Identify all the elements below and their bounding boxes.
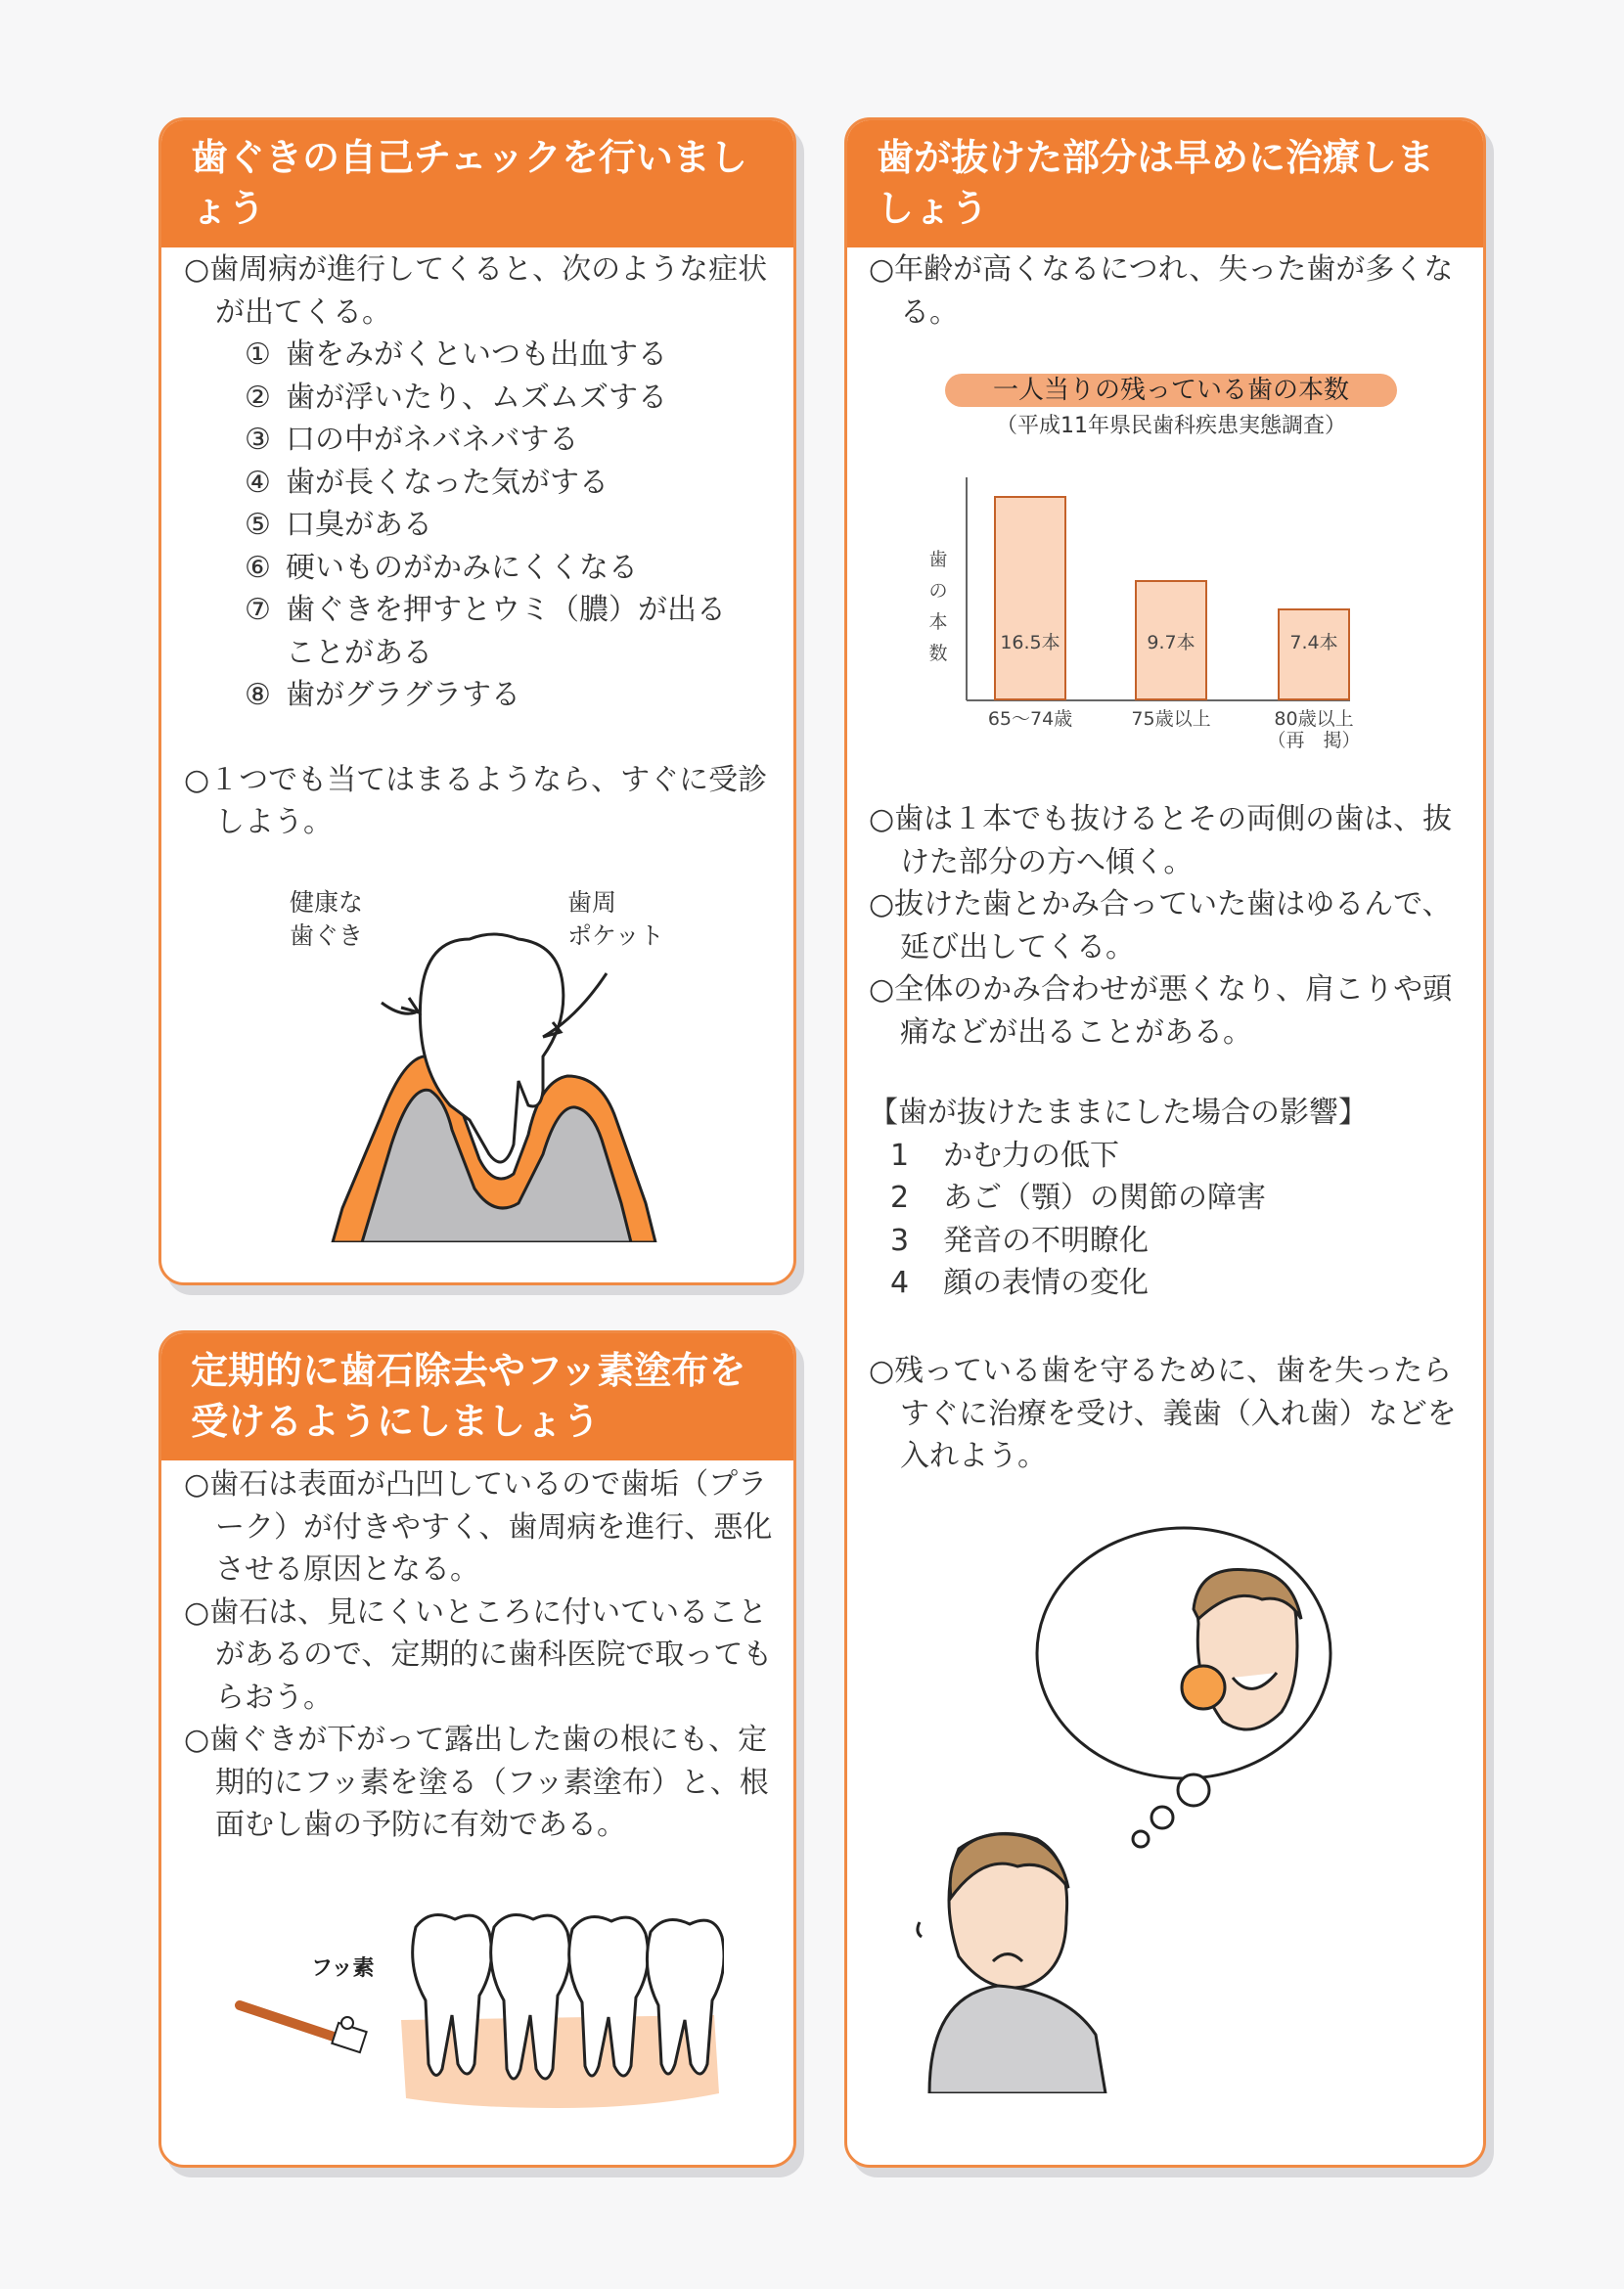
chart-subtitle: （平成11年県民歯科疾患実態調査）: [996, 414, 1346, 438]
symptom-text: 歯が浮いたり、ムズムズする: [286, 380, 667, 415]
symptom-text: 歯ぐきを押すとウミ（膿）が出ることがある: [286, 593, 726, 670]
symptom-number: ②: [245, 380, 271, 415]
periodontal-pocket-label: 歯周 ポケット: [567, 888, 664, 950]
effect-item: [869, 1135, 1467, 1178]
symptom-number: ⑧: [245, 678, 271, 712]
effect-text: 顔の表情の変化: [943, 1266, 1149, 1300]
scaling-bullet: ○歯石は、見にくいところに付いていることがあるので、定期的に歯科医院で取ってもらおう。: [184, 1594, 773, 1715]
chart-value-label: 16.5本: [1000, 632, 1060, 653]
symptom-number: ④: [245, 465, 271, 500]
chart-title: 一人当りの残っている歯の本数: [945, 374, 1397, 407]
gum-self-check-body: [184, 248, 783, 844]
gum-self-check-heading: 歯ぐきの自己チェックを行いましょう: [161, 120, 793, 247]
scaling-bullet: ○歯ぐきが下がって露出した歯の根にも、定期的にフッ素を塗る（フッ素塗布）と、根面むし歯の予防に有効である。: [184, 1723, 769, 1842]
effect-item: [869, 1262, 1467, 1305]
scaling-fluoride-heading: 定期的に歯石除去やフッ素塗布を受けるようにしましょう: [161, 1333, 793, 1460]
effect-item: [869, 1220, 1467, 1263]
fluoride-label: フッ素: [311, 1956, 375, 1981]
effects-title: 【歯が抜けたままにした場合の影響】: [869, 1096, 1368, 1130]
chart-value-label: 9.7本: [1147, 632, 1195, 653]
symptom-text: 歯が長くなった気がする: [286, 465, 609, 500]
elderly-thought-illustration: [900, 1526, 1448, 2093]
effects-list: [869, 1135, 1467, 1305]
chart-value-label: 7.4本: [1289, 632, 1338, 653]
effects-block: [869, 1092, 1467, 1305]
effect-number: 3: [890, 1223, 910, 1258]
effect-item: [869, 1177, 1467, 1220]
symptom-item: [245, 674, 753, 717]
symptom-text: 歯がグラグラする: [286, 678, 520, 712]
effect-number: 1: [890, 1138, 910, 1173]
symptom-intro: ○歯周病が進行してくると、次のような症状が出てくる。: [184, 252, 768, 330]
chart-category-label: 75歳以上: [1131, 708, 1211, 730]
missing-teeth-heading: 歯が抜けた部分は早めに治療しましょう: [847, 120, 1483, 247]
symptom-item: [245, 334, 753, 377]
chart-y-axis-label: 歯 の 本 数: [928, 549, 948, 664]
symptom-number: ①: [245, 337, 271, 372]
teeth-toothbrush-illustration: [235, 1908, 724, 2113]
missing-teeth-bullet: ○歯は１本でも抜けるとその両側の歯は、抜けた部分の方へ傾く。: [869, 802, 1453, 879]
gum-tooth-illustration: [323, 910, 675, 1242]
symptom-number: ③: [245, 423, 271, 457]
symptom-text: 口の中がネバネバする: [286, 423, 579, 457]
missing-teeth-intro: ○年齢が高くなるにつれ、失った歯が多くなる。: [869, 252, 1454, 330]
effect-number: 4: [890, 1266, 910, 1300]
symptom-item: [245, 589, 753, 674]
effect-text: 発音の不明瞭化: [943, 1223, 1149, 1258]
missing-teeth-bullets: [869, 798, 1467, 1054]
symptom-text: 硬いものがかみにくくなる: [286, 550, 638, 585]
symptom-item: [245, 419, 753, 462]
symptom-text: 歯をみがくといつも出血する: [286, 337, 667, 372]
symptom-item: [245, 504, 753, 547]
symptom-text: 口臭がある: [286, 508, 432, 542]
effect-text: あご（顎）の関節の障害: [943, 1181, 1266, 1215]
symptom-list: [245, 334, 753, 717]
symptom-number: ⑤: [245, 508, 271, 542]
symptom-number: ⑦: [245, 593, 271, 627]
symptom-item: [245, 547, 753, 590]
symptom-item: [245, 377, 753, 420]
healthy-gum-label: 健康な 歯ぐき: [290, 888, 364, 950]
scaling-fluoride-body: [184, 1463, 783, 1847]
closing-advice: ○残っている歯を守るために、歯を失ったらすぐに治療を受け、義歯（入れ歯）などを入れよう。: [869, 1354, 1457, 1473]
symptom-item: [245, 462, 753, 505]
symptom-number: ⑥: [245, 550, 271, 585]
chart-bar: [994, 496, 1066, 700]
scaling-bullet: ○歯石は表面が凸凹しているので歯垢（プラーク）が付きやすく、歯周病を進行、悪化させる原因となる。: [184, 1467, 773, 1587]
closing-advice-block: [869, 1350, 1467, 1478]
effect-text: かむ力の低下: [943, 1138, 1119, 1173]
missing-teeth-bullet: ○抜けた歯とかみ合っていた歯はゆるんで、延び出してくる。: [869, 887, 1452, 965]
missing-teeth-bullet: ○全体のかみ合わせが悪くなり、肩こりや頭痛などが出ることがある。: [869, 972, 1453, 1050]
chart-category-label: 80歳以上 （再 掲）: [1267, 708, 1361, 751]
consult-advice: ○１つでも当てはまるようなら、すぐに受診しよう。: [184, 762, 768, 839]
chart-category-label: 65〜74歳: [987, 708, 1073, 730]
effect-number: 2: [890, 1181, 910, 1215]
chart-bar: [1278, 608, 1350, 700]
